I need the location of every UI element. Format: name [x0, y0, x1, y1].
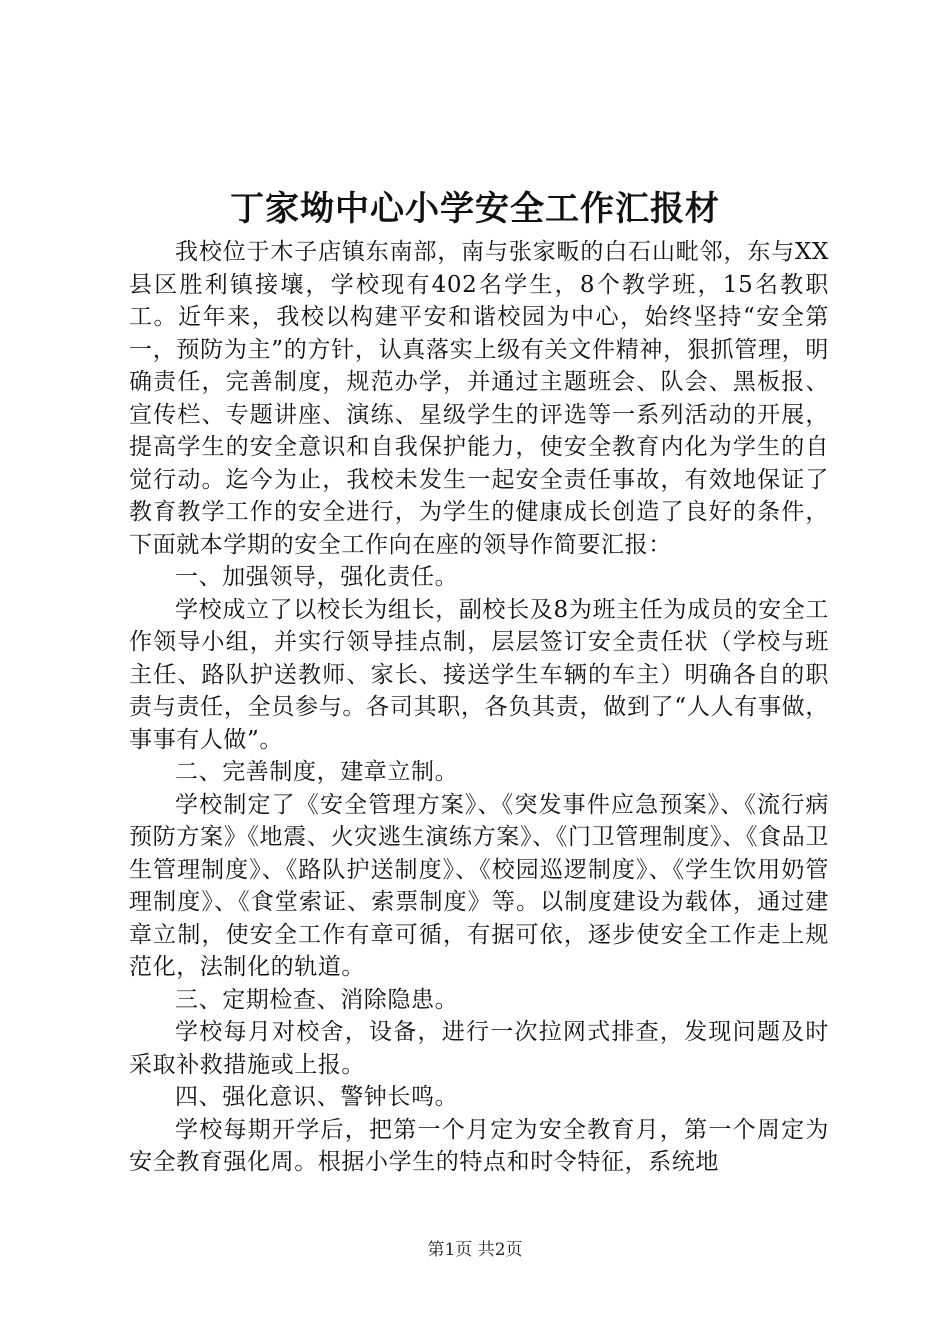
page-footer: 第1页 共2页: [427, 1240, 523, 1260]
document-body: [129, 236, 829, 1179]
paragraph-section-2: 学校制定了《安全管理方案》、《突发事件应急预案》、《流行病预防方案》《地震、火灾逃生演练方案》、《门卫管理制度》、《食品卫生管理制度》、《路队护送制度》、《校园巡逻制度》、《学生饮用奶管理制度》、《食堂索证、索票制度》等。以制度建设为载体，通过建章立制，使安全工作有章可循，有据可依，逐步使安全工作走上规范化，法制化的轨道。: [129, 791, 829, 980]
section-heading-3: 三、定期检查、消除隐患。: [175, 986, 459, 1013]
section-heading-2: 二、完善制度，建章立制。: [175, 759, 459, 785]
paragraph-section-3: 学校每月对校舍，设备，进行一次拉网式排查，发现问题及时采取补救措施或上报。: [129, 1019, 829, 1078]
paragraph-intro: 我校位于木子店镇东南部，南与张家畈的白石山毗邻，东与XX县区胜利镇接壤，学校现有402名学生，8个教学班，15名教职工。近年来，我校以构建平安和谐校园为中心，始终坚持“安全第一，预防为主”的方针，认真落实上级有关文件精神，狠抓管理，明确责任，完善制度，规范办学，并通过主题班会、队会、黑板报、宣传栏、专题讲座、演练、星级学生的评选等一系列活动的开展，提高学生的安全意识和自我保护能力，使安全教育内化为学生的自觉行动。迄今为止，我校未发生一起安全责任事故，有效地保证了教育教学工作的安全进行，为学生的健康成长创造了良好的条件，下面就本学期的安全工作向在座的领导作简要汇报：: [129, 239, 829, 558]
paragraph-section-1: 学校成立了以校长为组长，副校长及8为班主任为成员的安全工作领导小组，并实行领导挂点制，层层签订安全责任状（学校与班主任、路队护送教师、家长、接送学生车辆的车主）明确各自的职责与责任，全员参与。各司其职，各负其责，做到了“人人有事做，事事有人做”。: [129, 596, 829, 753]
section-heading-4: 四、强化意识、警钟长鸣。: [175, 1084, 459, 1110]
section-heading-1: 一、加强领导，强化责任。: [175, 564, 459, 590]
document-title: 丁家坳中心小学安全工作汇报材: [230, 189, 720, 229]
paragraph-section-4: 学校每期开学后，把第一个月定为安全教育月，第一个周定为安全教育强化周。根据小学生的特点和时令特征，系统地: [129, 1116, 829, 1175]
